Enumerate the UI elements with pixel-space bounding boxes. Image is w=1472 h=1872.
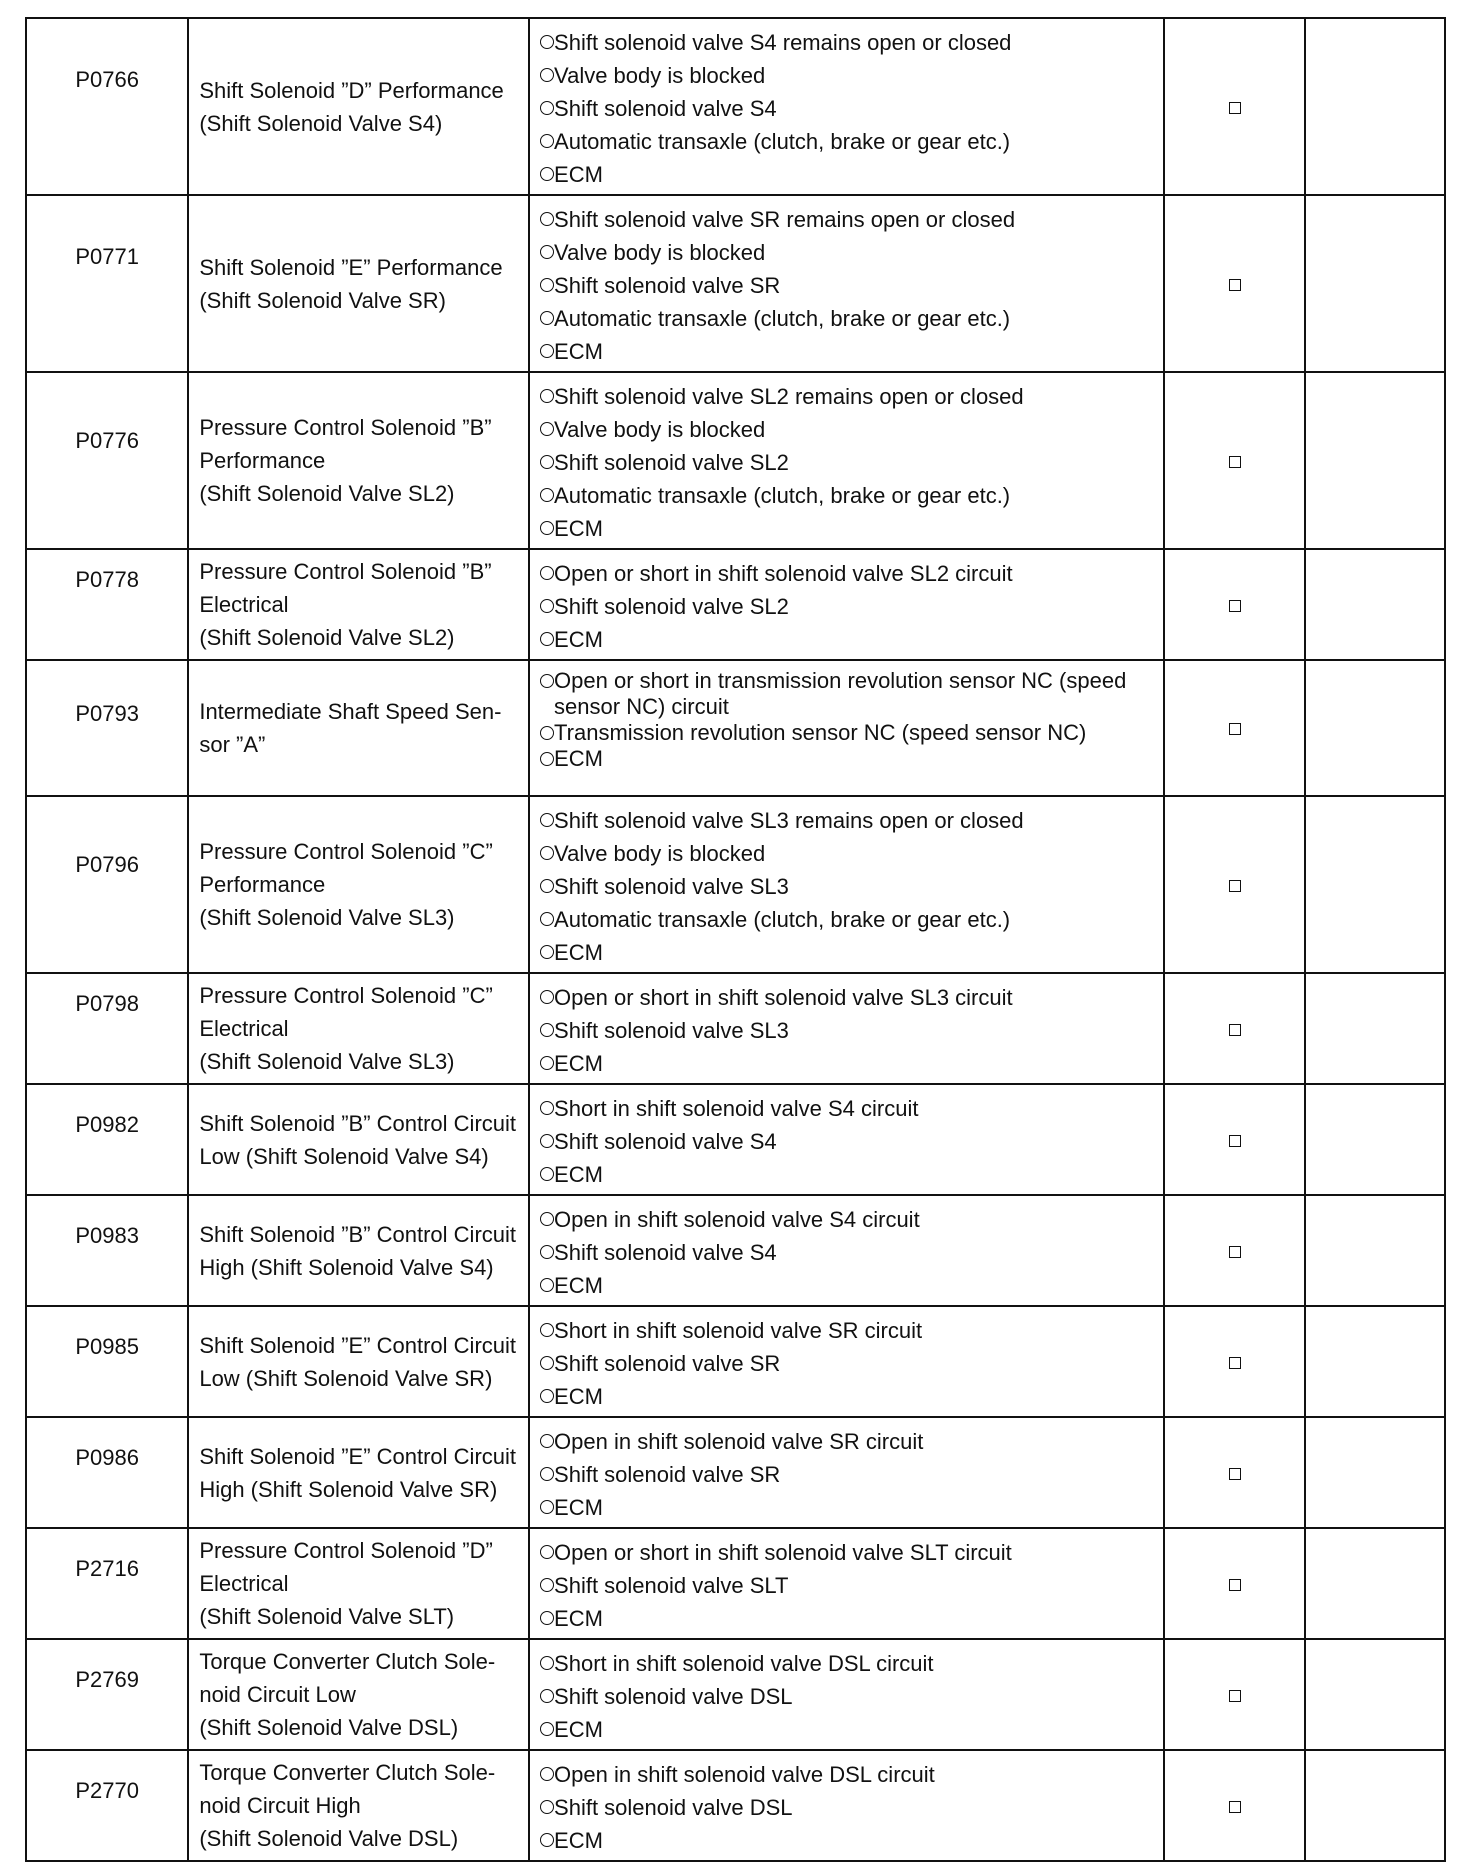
trouble-area-text: Shift solenoid valve S4 remains open or closed — [554, 30, 1012, 55]
trouble-area-cell — [529, 796, 1164, 973]
trouble-area-text: Shift solenoid valve SR remains open or closed — [554, 207, 1016, 232]
trouble-area-text: Open in shift solenoid valve S4 circuit — [554, 1207, 920, 1232]
detection-item-cell — [188, 660, 529, 796]
detection-item-line: Electrical — [199, 592, 289, 617]
circle-bullet-icon — [540, 1023, 554, 1037]
blank-cell — [1305, 1084, 1445, 1195]
blank-cell — [1305, 18, 1445, 195]
circle-bullet-icon — [540, 726, 554, 740]
trouble-area-cell — [529, 660, 1164, 796]
circle-bullet-icon — [540, 752, 554, 766]
trouble-area-item — [540, 668, 1159, 720]
circle-bullet-icon — [540, 422, 554, 436]
trouble-area-item — [540, 1647, 1159, 1680]
trouble-area-text: Shift solenoid valve SR — [554, 1351, 781, 1376]
detection-item-line: Shift Solenoid ”B” Control Circuit — [199, 1221, 517, 1247]
trouble-area-text: ECM — [554, 339, 603, 364]
detection-item-line: Torque Converter Clutch Sole- — [199, 1760, 496, 1785]
trouble-area-text: Shift solenoid valve SR — [554, 273, 781, 298]
table-row — [26, 1195, 1445, 1306]
check-cell — [1164, 18, 1304, 195]
trouble-area-text: Open or short in shift solenoid valve SL2 circuit — [554, 561, 1013, 586]
detection-item-line: (Shift Solenoid Valve S4) — [199, 110, 443, 136]
checkbox-icon[interactable] — [1229, 1246, 1241, 1258]
detection-item-line: Shift Solenoid ”D” Performance — [199, 77, 504, 103]
circle-bullet-icon — [540, 134, 554, 148]
trouble-area-text: Valve body is blocked — [554, 63, 766, 88]
check-cell — [1164, 1306, 1304, 1417]
circle-bullet-icon — [540, 1167, 554, 1181]
check-cell — [1164, 549, 1304, 660]
dtc-code-cell — [26, 1195, 188, 1306]
dtc-code: P0798 — [75, 991, 139, 1016]
table-row — [26, 18, 1445, 195]
circle-bullet-icon — [540, 1134, 554, 1148]
trouble-area-text: ECM — [554, 162, 603, 187]
trouble-area-text: Open in shift solenoid valve SR circuit — [554, 1429, 924, 1454]
trouble-area-text: Shift solenoid valve S4 — [554, 1240, 777, 1265]
blank-cell — [1305, 1528, 1445, 1639]
detection-item-cell — [188, 549, 529, 660]
blank-cell — [1305, 549, 1445, 660]
blank-cell — [1305, 973, 1445, 1084]
trouble-area-text: ECM — [554, 940, 603, 965]
dtc-code-cell — [26, 549, 188, 660]
trouble-area-text: Transmission revolution sensor NC (speed sensor NC) — [554, 720, 1087, 745]
trouble-area-cell — [529, 372, 1164, 549]
circle-bullet-icon — [540, 1278, 554, 1292]
trouble-area-item — [540, 1347, 1159, 1380]
detection-item-cell — [188, 1306, 529, 1417]
circle-bullet-icon — [540, 813, 554, 827]
detection-item-cell — [188, 1528, 529, 1639]
trouble-area-text: Shift solenoid valve SL3 — [554, 1018, 789, 1043]
trouble-area-text: ECM — [554, 516, 603, 541]
dtc-code: P0983 — [75, 1223, 139, 1248]
detection-item-line: noid Circuit High — [199, 1793, 361, 1818]
trouble-area-cell — [529, 1084, 1164, 1195]
dtc-code: P0986 — [75, 1445, 139, 1470]
detection-item-line: Electrical — [199, 1016, 289, 1041]
trouble-area-text: Shift solenoid valve SL2 — [554, 594, 789, 619]
trouble-area-item — [540, 479, 1159, 512]
circle-bullet-icon — [540, 488, 554, 502]
checkbox-icon[interactable] — [1229, 1357, 1241, 1369]
trouble-area-text: Shift solenoid valve S4 — [554, 96, 777, 121]
blank-cell — [1305, 1750, 1445, 1861]
detection-item-cell — [188, 372, 529, 549]
table-row — [26, 1417, 1445, 1528]
detection-item-line: Shift Solenoid ”E” Control Circuit — [199, 1332, 517, 1358]
circle-bullet-icon — [540, 912, 554, 926]
trouble-area-item — [540, 1047, 1159, 1080]
trouble-area-item — [540, 1425, 1159, 1458]
table-row — [26, 660, 1445, 796]
dtc-table — [25, 17, 1446, 1862]
detection-item-line: Low (Shift Solenoid Valve S4) — [199, 1143, 489, 1169]
trouble-area-item — [540, 837, 1159, 870]
trouble-area-item — [540, 1458, 1159, 1491]
circle-bullet-icon — [540, 1323, 554, 1337]
trouble-area-cell — [529, 1417, 1164, 1528]
dtc-code: P2770 — [75, 1778, 139, 1803]
dtc-code: P0776 — [75, 428, 139, 453]
blank-cell — [1305, 1195, 1445, 1306]
trouble-area-item — [540, 1713, 1159, 1746]
trouble-area-item — [540, 413, 1159, 446]
detection-item-cell — [188, 1750, 529, 1861]
trouble-area-item — [540, 269, 1159, 302]
trouble-area-item — [540, 26, 1159, 59]
dtc-code: P0771 — [75, 244, 139, 269]
dtc-code-cell — [26, 1417, 188, 1528]
table-row — [26, 1639, 1445, 1750]
dtc-code-cell — [26, 18, 188, 195]
trouble-area-text: Short in shift solenoid valve SR circuit — [554, 1318, 923, 1343]
circle-bullet-icon — [540, 521, 554, 535]
circle-bullet-icon — [540, 1101, 554, 1115]
detection-item-cell — [188, 18, 529, 195]
detection-item-cell — [188, 1195, 529, 1306]
blank-cell — [1305, 1306, 1445, 1417]
trouble-area-item — [540, 1569, 1159, 1602]
trouble-area-item — [540, 1602, 1159, 1635]
dtc-code-cell — [26, 1639, 188, 1750]
trouble-area-item — [540, 335, 1159, 368]
detection-item-line: Shift Solenoid ”E” Control Circuit — [199, 1443, 517, 1469]
trouble-area-text: Shift solenoid valve SL2 — [554, 450, 789, 475]
trouble-area-item — [540, 1269, 1159, 1302]
table-row — [26, 1750, 1445, 1861]
circle-bullet-icon — [540, 945, 554, 959]
circle-bullet-icon — [540, 674, 554, 688]
trouble-area-item — [540, 59, 1159, 92]
table-row — [26, 1528, 1445, 1639]
trouble-area-text: ECM — [554, 1384, 603, 1409]
trouble-area-cell — [529, 549, 1164, 660]
trouble-area-item — [540, 446, 1159, 479]
dtc-code-cell — [26, 1084, 188, 1195]
detection-item-line: Performance — [199, 872, 326, 897]
trouble-area-item — [540, 236, 1159, 269]
detection-item-line: Pressure Control Solenoid ”D” — [199, 1538, 493, 1563]
checkbox-icon[interactable] — [1229, 1579, 1241, 1591]
trouble-area-item — [540, 1125, 1159, 1158]
detection-item-line: (Shift Solenoid Valve SR) — [199, 287, 446, 313]
checkbox-icon[interactable] — [1229, 1690, 1241, 1702]
trouble-area-cell — [529, 1306, 1164, 1417]
trouble-area-item — [540, 1236, 1159, 1269]
trouble-area-text: Automatic transaxle (clutch, brake or gear etc.) — [554, 483, 1011, 508]
circle-bullet-icon — [540, 566, 554, 580]
circle-bullet-icon — [540, 167, 554, 181]
check-cell — [1164, 973, 1304, 1084]
trouble-area-text: Shift solenoid valve DSL — [554, 1795, 793, 1820]
detection-item-cell — [188, 1639, 529, 1750]
circle-bullet-icon — [540, 1833, 554, 1847]
check-cell — [1164, 1084, 1304, 1195]
trouble-area-text: Open or short in shift solenoid valve SL3 circuit — [554, 985, 1013, 1010]
dtc-code: P0766 — [75, 67, 139, 92]
circle-bullet-icon — [540, 1722, 554, 1736]
detection-item-line: (Shift Solenoid Valve SL3) — [199, 1049, 455, 1074]
circle-bullet-icon — [540, 1689, 554, 1703]
trouble-area-item — [540, 1203, 1159, 1236]
detection-item-line: High (Shift Solenoid Valve SR) — [199, 1476, 498, 1502]
circle-bullet-icon — [540, 632, 554, 646]
trouble-area-text: Short in shift solenoid valve S4 circuit — [554, 1096, 919, 1121]
trouble-area-text: ECM — [554, 1717, 603, 1742]
dtc-code: P0778 — [75, 567, 139, 592]
trouble-area-item — [540, 1092, 1159, 1125]
circle-bullet-icon — [540, 212, 554, 226]
circle-bullet-icon — [540, 879, 554, 893]
dtc-code: P0982 — [75, 1112, 139, 1137]
trouble-area-text: Open or short in transmission revolution sensor NC (speed sensor NC) circuit — [554, 668, 1127, 719]
checkbox-icon[interactable] — [1229, 723, 1241, 735]
trouble-area-item — [540, 981, 1159, 1014]
table-row — [26, 195, 1445, 372]
trouble-area-item — [540, 936, 1159, 969]
blank-cell — [1305, 660, 1445, 796]
circle-bullet-icon — [540, 1389, 554, 1403]
circle-bullet-icon — [540, 278, 554, 292]
detection-item-line: High (Shift Solenoid Valve S4) — [199, 1254, 494, 1280]
trouble-area-item — [540, 302, 1159, 335]
dtc-code: P0985 — [75, 1334, 139, 1359]
detection-item-line: Pressure Control Solenoid ”B” — [199, 559, 492, 584]
circle-bullet-icon — [540, 846, 554, 860]
detection-item-cell — [188, 1417, 529, 1528]
table-row — [26, 549, 1445, 660]
trouble-area-text: Shift solenoid valve S4 — [554, 1129, 777, 1154]
blank-cell — [1305, 1417, 1445, 1528]
table-row — [26, 973, 1445, 1084]
detection-item-cell — [188, 1084, 529, 1195]
trouble-area-cell — [529, 1195, 1164, 1306]
trouble-area-text: Shift solenoid valve DSL — [554, 1684, 793, 1709]
circle-bullet-icon — [540, 245, 554, 259]
detection-item-line: Electrical — [199, 1571, 289, 1596]
trouble-area-text: ECM — [554, 627, 603, 652]
checkbox-icon[interactable] — [1229, 456, 1241, 468]
table-row — [26, 796, 1445, 973]
trouble-area-text: ECM — [554, 1606, 603, 1631]
circle-bullet-icon — [540, 1467, 554, 1481]
blank-cell — [1305, 372, 1445, 549]
check-cell — [1164, 1639, 1304, 1750]
trouble-area-text: Shift solenoid valve SL3 — [554, 874, 789, 899]
check-cell — [1164, 372, 1304, 549]
trouble-area-text: Shift solenoid valve SLT — [554, 1573, 789, 1598]
check-cell — [1164, 796, 1304, 973]
trouble-area-text: Valve body is blocked — [554, 240, 766, 265]
trouble-area-item — [540, 870, 1159, 903]
checkbox-icon[interactable] — [1229, 102, 1241, 114]
check-cell — [1164, 1528, 1304, 1639]
circle-bullet-icon — [540, 599, 554, 613]
trouble-area-text: ECM — [554, 1828, 603, 1853]
dtc-code-cell — [26, 1306, 188, 1417]
trouble-area-item — [540, 1791, 1159, 1824]
detection-item-line: Torque Converter Clutch Sole- — [199, 1649, 496, 1674]
circle-bullet-icon — [540, 344, 554, 358]
detection-item-line: Shift Solenoid ”E” Performance — [199, 254, 503, 280]
trouble-area-cell — [529, 195, 1164, 372]
detection-item-line: (Shift Solenoid Valve SL3) — [199, 905, 455, 930]
detection-item-line: Performance — [199, 448, 326, 473]
circle-bullet-icon — [540, 1767, 554, 1781]
dtc-code-cell — [26, 660, 188, 796]
detection-item-line: (Shift Solenoid Valve SL2) — [199, 625, 455, 650]
detection-item-line: noid Circuit Low — [199, 1682, 356, 1707]
detection-item-line: (Shift Solenoid Valve DSL) — [199, 1715, 459, 1740]
trouble-area-text: Open in shift solenoid valve DSL circuit — [554, 1762, 935, 1787]
checkbox-icon[interactable] — [1229, 1024, 1241, 1036]
trouble-area-item — [540, 746, 1159, 772]
trouble-area-cell — [529, 1639, 1164, 1750]
detection-item-line: (Shift Solenoid Valve DSL) — [199, 1826, 459, 1851]
check-cell — [1164, 1750, 1304, 1861]
trouble-area-item — [540, 623, 1159, 656]
table-row — [26, 1084, 1445, 1195]
trouble-area-text: ECM — [554, 1162, 603, 1187]
trouble-area-text: Open or short in shift solenoid valve SLT circuit — [554, 1540, 1012, 1565]
circle-bullet-icon — [540, 311, 554, 325]
dtc-code: P2769 — [75, 1667, 139, 1692]
dtc-code-cell — [26, 195, 188, 372]
trouble-area-item — [540, 557, 1159, 590]
circle-bullet-icon — [540, 101, 554, 115]
checkbox-icon[interactable] — [1229, 600, 1241, 612]
table-row — [26, 1306, 1445, 1417]
trouble-area-item — [540, 804, 1159, 837]
dtc-code: P2716 — [75, 1556, 139, 1581]
checkbox-icon[interactable] — [1229, 1135, 1241, 1147]
trouble-area-cell — [529, 1750, 1164, 1861]
trouble-area-text: ECM — [554, 746, 603, 771]
trouble-area-item — [540, 1380, 1159, 1413]
circle-bullet-icon — [540, 1434, 554, 1448]
circle-bullet-icon — [540, 35, 554, 49]
trouble-area-text: Automatic transaxle (clutch, brake or gear etc.) — [554, 129, 1011, 154]
trouble-area-item — [540, 158, 1159, 191]
dtc-code: P0796 — [75, 852, 139, 877]
checkbox-icon[interactable] — [1229, 1468, 1241, 1480]
trouble-area-item — [540, 1158, 1159, 1191]
trouble-area-text: Shift solenoid valve SL3 remains open or closed — [554, 808, 1024, 833]
trouble-area-cell — [529, 18, 1164, 195]
trouble-area-text: ECM — [554, 1495, 603, 1520]
trouble-area-item — [540, 203, 1159, 236]
trouble-area-cell — [529, 973, 1164, 1084]
detection-item-line: Shift Solenoid ”B” Control Circuit — [199, 1110, 517, 1136]
detection-item-cell — [188, 195, 529, 372]
trouble-area-item — [540, 1536, 1159, 1569]
circle-bullet-icon — [540, 1245, 554, 1259]
circle-bullet-icon — [540, 1356, 554, 1370]
dtc-code-cell — [26, 372, 188, 549]
trouble-area-item — [540, 512, 1159, 545]
trouble-area-item — [540, 590, 1159, 623]
blank-cell — [1305, 1639, 1445, 1750]
trouble-area-text: ECM — [554, 1273, 603, 1298]
trouble-area-item — [540, 125, 1159, 158]
detection-item-line: (Shift Solenoid Valve SL2) — [199, 481, 455, 506]
check-cell — [1164, 195, 1304, 372]
trouble-area-text: ECM — [554, 1051, 603, 1076]
detection-item-line: Low (Shift Solenoid Valve SR) — [199, 1365, 493, 1391]
detection-item-line: Pressure Control Solenoid ”B” — [199, 415, 492, 440]
trouble-area-text: Short in shift solenoid valve DSL circuit — [554, 1651, 934, 1676]
dtc-table-body — [26, 18, 1445, 1861]
circle-bullet-icon — [540, 990, 554, 1004]
checkbox-icon[interactable] — [1229, 279, 1241, 291]
circle-bullet-icon — [540, 389, 554, 403]
trouble-area-item — [540, 720, 1159, 746]
circle-bullet-icon — [540, 1656, 554, 1670]
trouble-area-text: Shift solenoid valve SR — [554, 1462, 781, 1487]
circle-bullet-icon — [540, 455, 554, 469]
trouble-area-item — [540, 1824, 1159, 1857]
circle-bullet-icon — [540, 1611, 554, 1625]
check-cell — [1164, 1195, 1304, 1306]
dtc-code-cell — [26, 1750, 188, 1861]
trouble-area-text: Valve body is blocked — [554, 841, 766, 866]
circle-bullet-icon — [540, 1056, 554, 1070]
trouble-area-text: Valve body is blocked — [554, 417, 766, 442]
trouble-area-item — [540, 1491, 1159, 1524]
trouble-area-item — [540, 903, 1159, 936]
trouble-area-text: Automatic transaxle (clutch, brake or gear etc.) — [554, 306, 1011, 331]
dtc-code-cell — [26, 973, 188, 1084]
dtc-code: P0793 — [75, 701, 139, 726]
trouble-area-item — [540, 1314, 1159, 1347]
trouble-area-item — [540, 92, 1159, 125]
blank-cell — [1305, 796, 1445, 973]
circle-bullet-icon — [540, 1545, 554, 1559]
circle-bullet-icon — [540, 68, 554, 82]
detection-item-line: Pressure Control Solenoid ”C” — [199, 839, 493, 864]
detection-item-line: (Shift Solenoid Valve SLT) — [199, 1604, 455, 1629]
detection-item-cell — [188, 796, 529, 973]
trouble-area-cell — [529, 1528, 1164, 1639]
table-row — [26, 372, 1445, 549]
circle-bullet-icon — [540, 1212, 554, 1226]
detection-item-line: Pressure Control Solenoid ”C” — [199, 983, 493, 1008]
check-cell — [1164, 1417, 1304, 1528]
checkbox-icon[interactable] — [1229, 880, 1241, 892]
circle-bullet-icon — [540, 1578, 554, 1592]
blank-cell — [1305, 195, 1445, 372]
dtc-code-cell — [26, 796, 188, 973]
detection-item-line: sor ”A” — [199, 732, 266, 757]
check-cell — [1164, 660, 1304, 796]
trouble-area-item — [540, 1758, 1159, 1791]
detection-item-cell — [188, 973, 529, 1084]
checkbox-icon[interactable] — [1229, 1801, 1241, 1813]
circle-bullet-icon — [540, 1800, 554, 1814]
trouble-area-item — [540, 1014, 1159, 1047]
trouble-area-text: Shift solenoid valve SL2 remains open or closed — [554, 384, 1024, 409]
dtc-code-cell — [26, 1528, 188, 1639]
detection-item-line: Intermediate Shaft Speed Sen- — [199, 699, 502, 724]
trouble-area-item — [540, 380, 1159, 413]
circle-bullet-icon — [540, 1500, 554, 1514]
trouble-area-text: Automatic transaxle (clutch, brake or gear etc.) — [554, 907, 1011, 932]
trouble-area-item — [540, 1680, 1159, 1713]
